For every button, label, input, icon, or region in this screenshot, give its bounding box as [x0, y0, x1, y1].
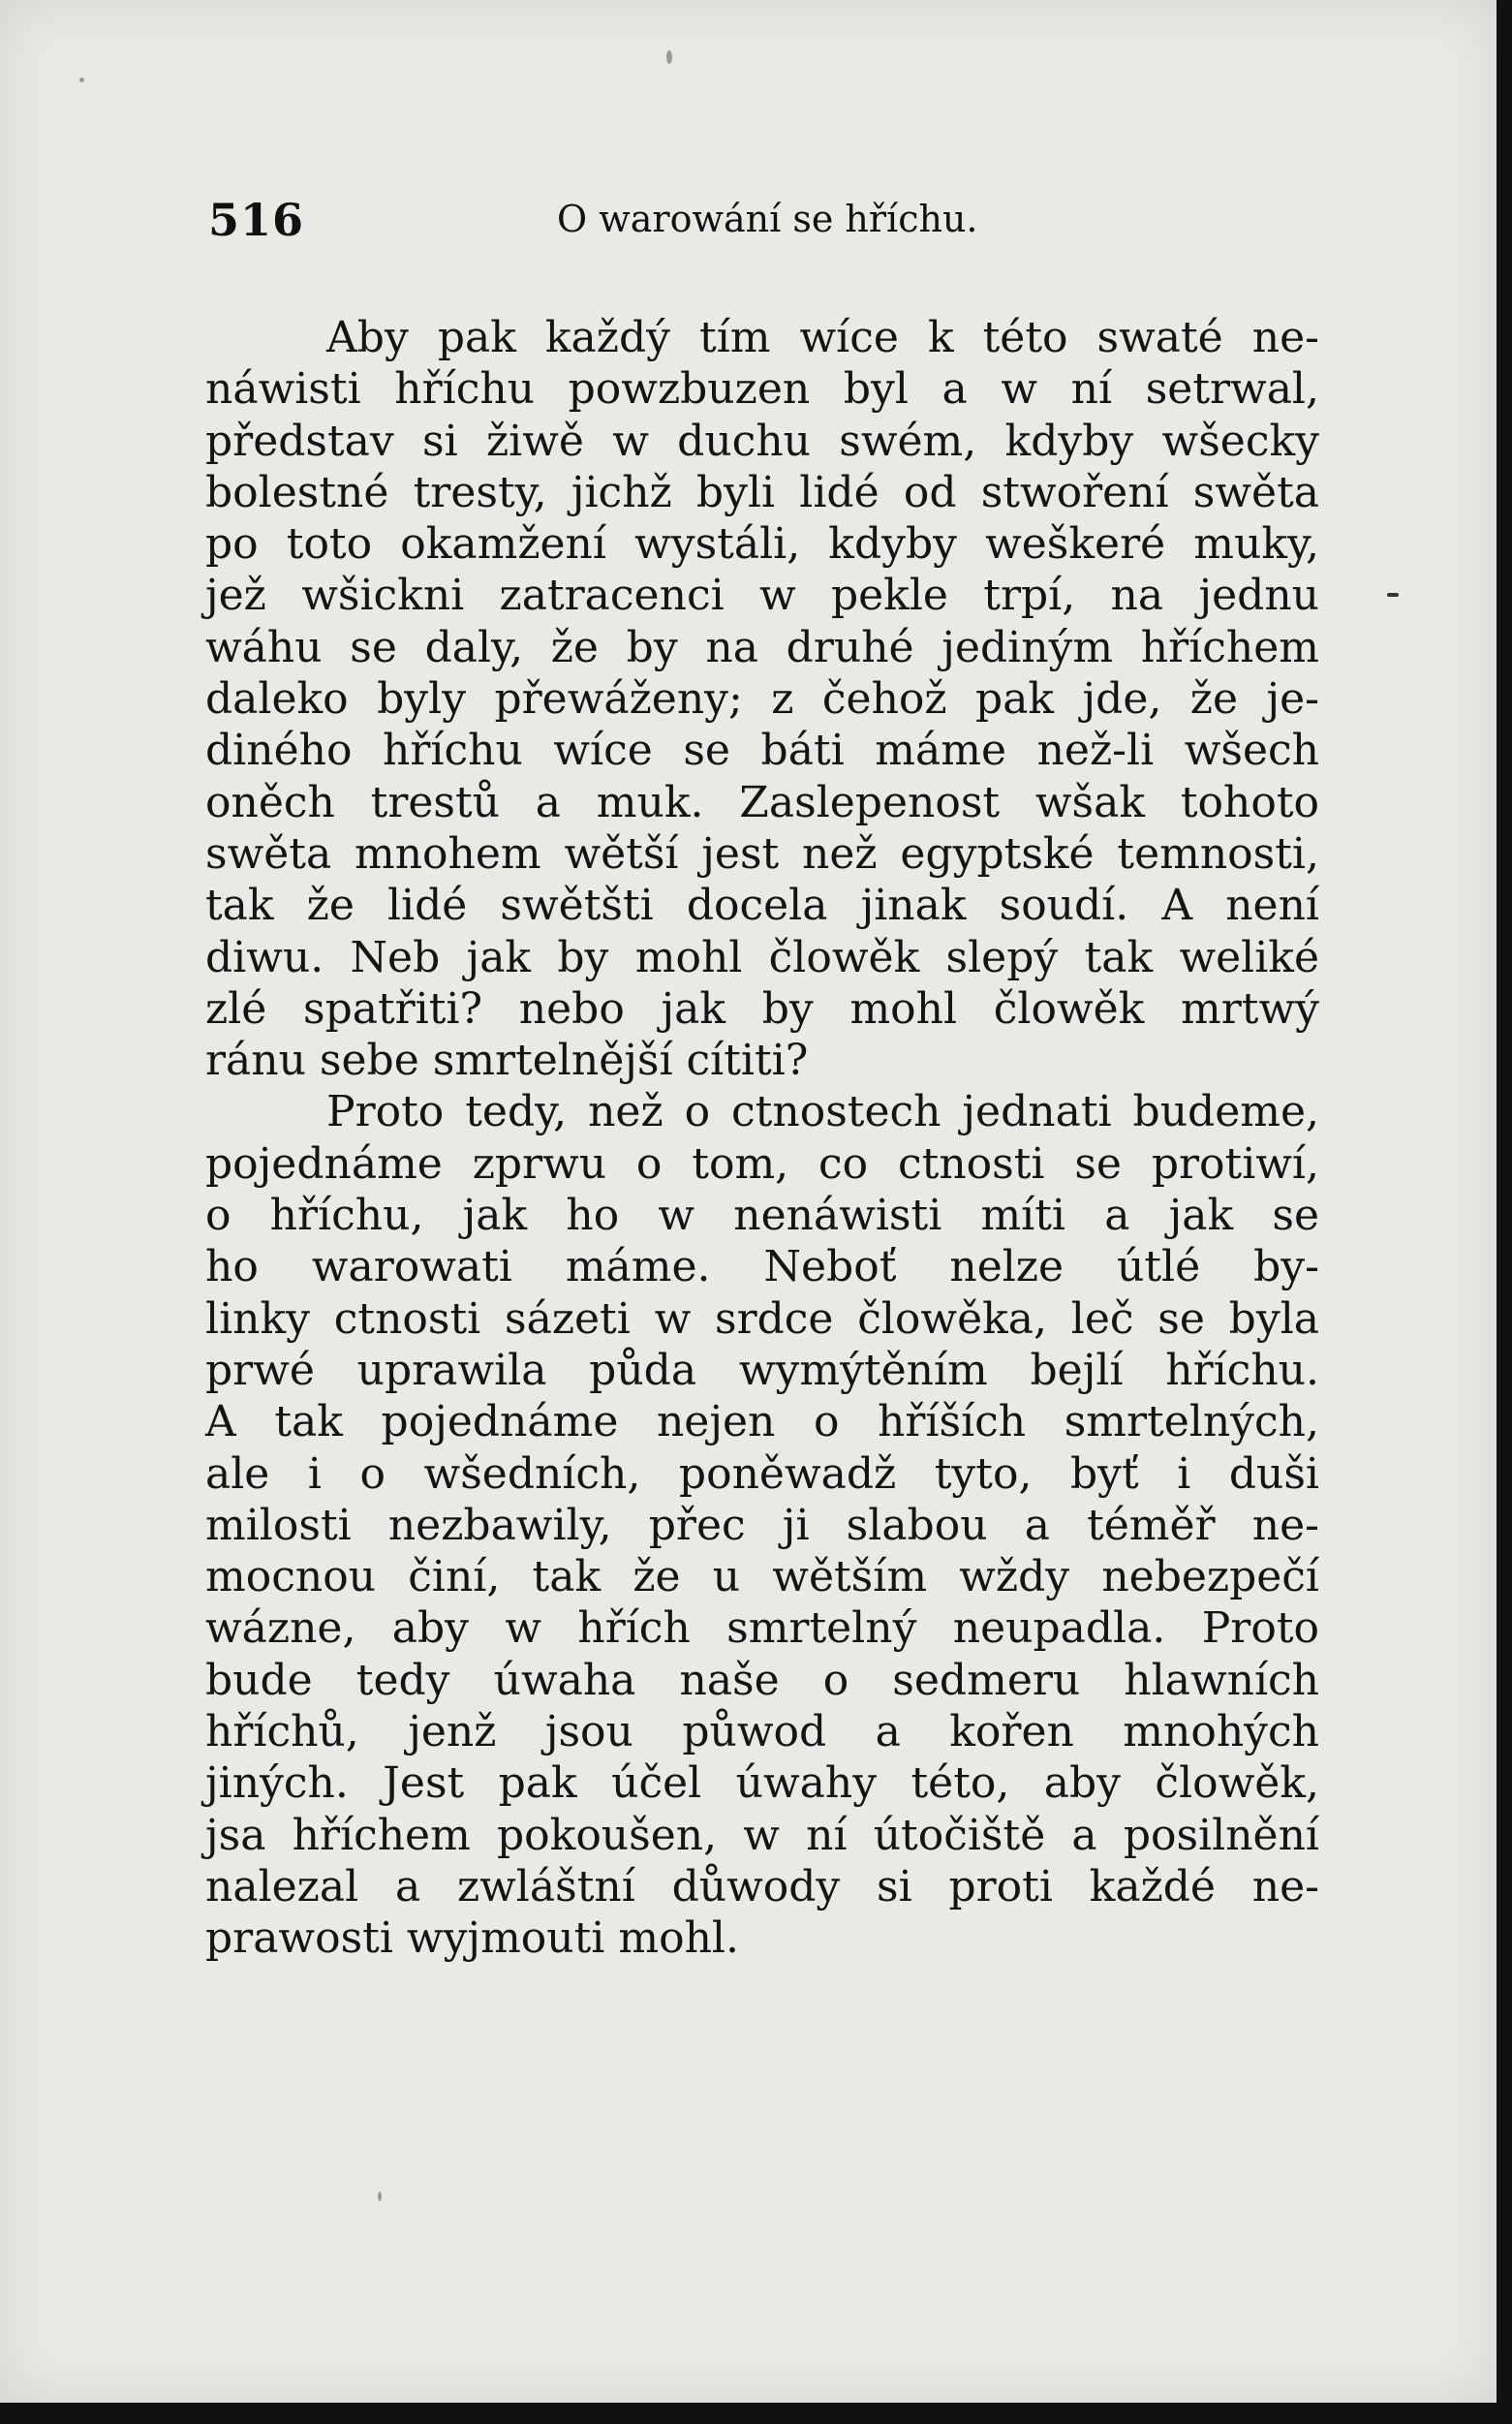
ink-speck [378, 2191, 382, 2201]
text-line: o hříchu, jak ho w nenáwisti míti a jak se [205, 1191, 1319, 1241]
paragraph [205, 312, 1319, 1086]
text-line: prwé uprawila půda wymýtěním bejlí hříchu. [205, 1345, 1319, 1395]
text-line: zlé spatřiti? nebo jak by mohl člowěk mrtwý [205, 983, 1319, 1034]
ink-speck [79, 78, 84, 82]
text-line: daleko byly přewáženy; z čehož pak jde, že je- [205, 674, 1319, 725]
text-line: náwisti hříchu powzbuzen byl a w ní setrwal, [205, 364, 1319, 415]
text-line: linky ctnosti sázeti w srdce člowěka, leč se byla [205, 1293, 1319, 1344]
text-line: A tak pojednáme nejen o hříších smrtelných, [205, 1397, 1319, 1447]
text-line: ho warowati máme. Neboť nelze útlé by- [205, 1242, 1319, 1292]
text-line: prawosti wyjmouti mohl. [205, 1913, 739, 1964]
text-line: jež wšickni zatracenci w pekle trpí, na jednu [205, 571, 1319, 621]
text-line: wázne, aby w hřích smrtelný neupadla. Proto [205, 1603, 1319, 1654]
body-text [205, 312, 1319, 1965]
text-line: pojednáme zprwu o tom, co ctnosti se protiwí, [205, 1138, 1319, 1189]
text-line: Proto tedy, než o ctnostech jednati budeme, [326, 1087, 1319, 1137]
text-line: swěta mnohem wětší jest než egyptské temnosti, [205, 828, 1319, 879]
text-line: wáhu se daly, že by na druhé jediným hříchem [205, 622, 1319, 672]
text-line: diwu. Neb jak by mohl člowěk slepý tak weliké [205, 932, 1319, 982]
text-line: jsa hříchem pokoušen, w ní útočiště a posilnění [205, 1810, 1319, 1860]
text-line: bolestné tresty, jichž byli lidé od stwoření swěta [205, 467, 1319, 517]
page-number: 516 [208, 194, 305, 246]
text-line: tak že lidé swětšti docela jinak soudí. A není [205, 881, 1319, 931]
text-line: Aby pak každý tím wíce k této swaté ne- [326, 313, 1319, 362]
text-line: ale i o wšedních, poněwadž tyto, byť i duši [205, 1448, 1319, 1499]
text-line: po toto okamžení wystáli, kdyby weškeré muky, [205, 519, 1319, 570]
text-line: hříchů, jenž jsou půwod a kořen mnohých [205, 1707, 1319, 1757]
scan-edge-right [1497, 0, 1512, 2424]
running-title: O warowání se hříchu. [557, 198, 978, 240]
text-line: diného hříchu wíce se báti máme než-li wšech [205, 726, 1319, 776]
text-line: ránu sebe smrtelnější cítiti? [205, 1036, 809, 1086]
ink-speck [1387, 593, 1399, 597]
text-line: oněch trestů a muk. Zaslepenost wšak tohoto [205, 777, 1319, 827]
page-header [208, 194, 1312, 262]
text-line: jiných. Jest pak účel úwahy této, aby člowěk, [205, 1758, 1319, 1809]
text-line: nalezal a zwláštní důwody si proti každé ne- [205, 1861, 1319, 1911]
text-line: bude tedy úwaha naše o sedmeru hlawních [205, 1655, 1319, 1705]
text-line: milosti nezbawily, přec ji slabou a téměř ne- [205, 1500, 1319, 1550]
scan-edge-bottom [0, 2403, 1512, 2424]
text-line: představ si žiwě w duchu swém, kdyby wšecky [205, 416, 1319, 466]
paragraph [205, 1086, 1319, 1964]
ink-speck [666, 50, 672, 64]
text-line: mocnou činí, tak že u wětším wždy nebezpečí [205, 1552, 1319, 1602]
